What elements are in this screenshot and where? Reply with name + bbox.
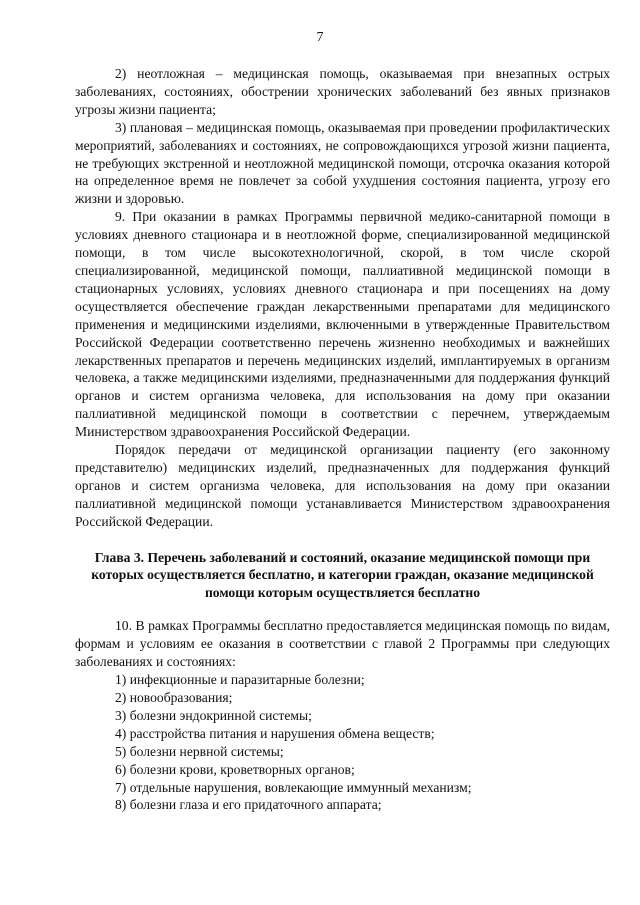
list-item: 2) новообразования; — [115, 689, 233, 705]
document-body — [75, 65, 610, 814]
list-item: 8) болезни глаза и его придаточного аппарата; — [115, 797, 382, 813]
list-item: 1) инфекционные и паразитарные болезни; — [115, 672, 365, 688]
list-item: 5) болезни нервной системы; — [115, 743, 284, 759]
chapter-title: Глава 3. Перечень заболеваний и состояний, оказание медицинской помощи при которых осуществляется бесплатно, и категории граждан, оказание медицинской помощи которым осуществляется бесплатно — [91, 549, 594, 600]
paragraph-transfer-procedure: Порядок передачи от медицинской организации пациенту (его законному представителю) медицинских изделий, предназначенных для поддержания функций органов и систем организма человека, для использования на дому при оказании паллиативной медицинской помощи устанавливается Министерством здравоохранения Российской Федерации. — [75, 442, 610, 529]
paragraph-urgent-care: 2) неотложная – медицинская помощь, оказываемая при внезапных острых заболеваниях, состояниях, обострении хронических заболеваний без явных признаков угрозы жизни пациента; — [75, 66, 610, 117]
list-item: 6) болезни крови, кроветворных органов; — [115, 761, 355, 777]
paragraph-9: 9. При оказании в рамках Программы первичной медико-санитарной помощи в условиях дневного стационара и в неотложной форме, специализированной медицинской помощи, в том числе высокотехнологичной, скорой, в том числе скорой специализированной, медицинской помощи, паллиативной медицинской помощи в стационарных условиях, условиях дневного стационара и при посещениях на дому осуществляется обеспечение граждан лекарственными препаратами для медицинского применения и медицинскими изделиями, включенными в утвержденные Правительством Российской Федерации соответственно перечень жизненно необходимых и важнейших лекарственных препаратов и перечень медицинских изделий, имплантируемых в организм человека, а также медицинскими изделиями, предназначенными для поддержания функций органов и систем организма человека, для использования на дому при оказании паллиативной медицинской помощи в соответствии с перечнем, утверждаемым Министерством здравоохранения Российской Федерации. — [75, 209, 610, 440]
list-item: 4) расстройства питания и нарушения обмена веществ; — [115, 725, 435, 741]
paragraph-planned-care: 3) плановая – медицинская помощь, оказываемая при проведении профилактических мероприятий, заболеваниях и состояниях, не сопровождающихся угрозой жизни пациента, не требующих экстренной и неотложной медицинской помощи, отсрочка оказания которой на определенное время не повлечет за собой ухудшения состояния пациента, угрозу его жизни и здоровью. — [75, 119, 610, 207]
page-number: 7 — [316, 30, 324, 45]
list-item: 7) отдельные нарушения, вовлекающие иммунный механизм; — [115, 779, 472, 795]
list-item: 3) болезни эндокринной системы; — [115, 707, 312, 723]
disease-list — [75, 671, 610, 814]
paragraph-10: 10. В рамках Программы бесплатно предоставляется медицинская помощь по видам, формам и условиям ее оказания в соответствии с главой 2 Программы при следующих заболеваниях и состояниях: — [75, 618, 610, 670]
